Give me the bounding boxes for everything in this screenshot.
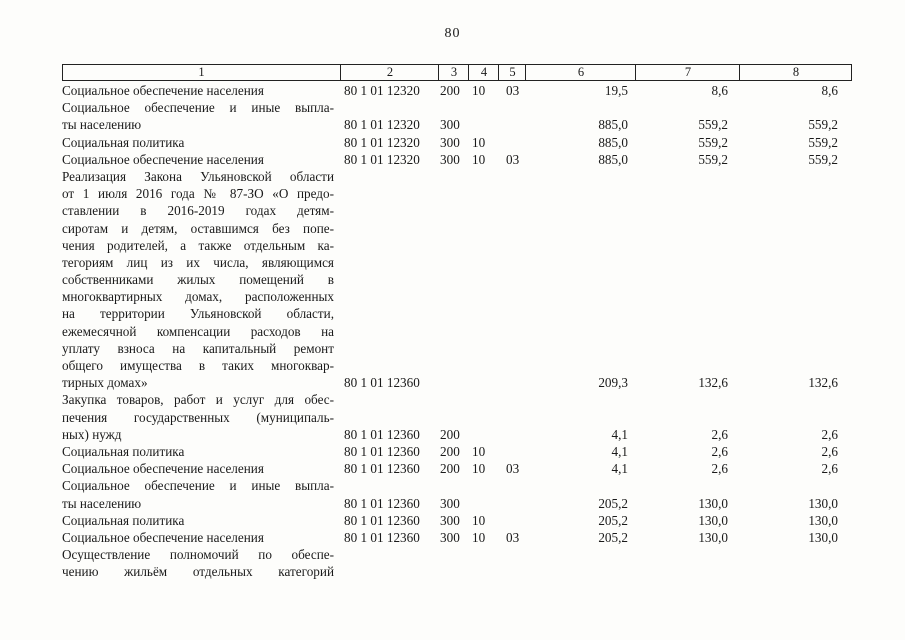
expense-type-code: 300 (440, 512, 460, 528)
section-code: 10 (472, 443, 486, 459)
amount-col-6: 885,0 (598, 151, 628, 167)
amount-col-7: 132,6 (698, 375, 728, 391)
target-article-code: 80 1 01 12360 (344, 529, 420, 545)
amount-col-7: 559,2 (698, 151, 728, 167)
target-article-code: 80 1 01 12360 (344, 426, 420, 442)
page-number: 80 (444, 26, 461, 41)
expense-type-code: 200 (440, 83, 460, 98)
table-row (0, 151, 905, 168)
target-article-code: 80 1 01 12360 (344, 512, 420, 528)
row-name: общего имущества в таких многоквар- (62, 358, 334, 373)
amount-col-8: 130,0 (808, 512, 838, 528)
table-row (0, 220, 905, 237)
amount-col-6: 19,5 (604, 83, 628, 98)
row-name: собственниками жилых помещений в (62, 272, 334, 288)
header-col-7: 7 (635, 65, 740, 80)
section-code: 10 (472, 83, 486, 98)
target-article-code: 80 1 01 12320 (344, 117, 420, 133)
row-name: Социальное обеспечение населения (62, 151, 264, 167)
row-name: чения родителей, а также отдельным ка- (62, 237, 334, 253)
row-name: Социальное обеспечение и иные выпла- (62, 478, 334, 494)
amount-col-6: 205,2 (598, 529, 628, 545)
amount-col-6: 4,1 (611, 443, 628, 459)
table-row (0, 495, 905, 512)
amount-col-8: 132,6 (808, 375, 838, 391)
amount-col-8: 2,6 (821, 461, 838, 477)
table-row (0, 443, 905, 460)
row-name: Социальное обеспечение населения (62, 461, 264, 477)
row-name: Социальное обеспечение населения (62, 83, 264, 98)
row-name: от 1 июля 2016 года № 87-ЗО «О предо- (62, 186, 334, 202)
amount-col-7: 2,6 (711, 426, 728, 442)
row-name: Реализация Закона Ульяновской области (62, 168, 334, 184)
table-body (0, 82, 905, 580)
expense-type-code: 300 (440, 495, 460, 511)
target-article-code: 80 1 01 12360 (344, 375, 420, 391)
expense-type-code: 300 (440, 151, 460, 167)
row-name: Осуществление полномочий по обеспе- (62, 547, 334, 563)
table-row (0, 305, 905, 322)
table-row (0, 529, 905, 546)
amount-col-8: 130,0 (808, 495, 838, 511)
header-col-2: 2 (340, 65, 439, 80)
row-name: тирных домах» (62, 375, 148, 391)
amount-col-8: 559,2 (808, 151, 838, 167)
section-code: 10 (472, 512, 486, 528)
header-col-4: 4 (468, 65, 499, 80)
subsection-code: 03 (506, 529, 520, 545)
header-col-3: 3 (438, 65, 469, 80)
expense-type-code: 200 (440, 443, 460, 459)
amount-col-6: 4,1 (611, 461, 628, 477)
table-row (0, 254, 905, 271)
expense-type-code: 300 (440, 134, 460, 150)
amount-col-7: 559,2 (698, 134, 728, 150)
row-name: чению жильём отдельных категорий (62, 564, 334, 580)
row-name: Закупка товаров, работ и услуг для обес- (62, 392, 334, 408)
table-row (0, 340, 905, 357)
row-name: ставлении в 2016-2019 годах детям- (62, 203, 334, 219)
amount-col-6: 209,3 (598, 375, 628, 391)
table-row (0, 426, 905, 443)
table-row (0, 323, 905, 340)
amount-col-8: 559,2 (808, 117, 838, 133)
table-row (0, 82, 905, 99)
target-article-code: 80 1 01 12320 (344, 134, 420, 150)
target-article-code: 80 1 01 12360 (344, 443, 420, 459)
amount-col-6: 205,2 (598, 512, 628, 528)
amount-col-6: 885,0 (598, 117, 628, 133)
row-name: Социальная политика (62, 443, 185, 459)
section-code: 10 (472, 134, 486, 150)
table-row (0, 288, 905, 305)
expense-type-code: 300 (440, 117, 460, 133)
amount-col-6: 885,0 (598, 134, 628, 150)
row-name: многоквартирных домах, расположенных (62, 289, 334, 305)
amount-col-8: 2,6 (821, 426, 838, 442)
amount-col-7: 130,0 (698, 495, 728, 511)
amount-col-7: 8,6 (711, 83, 728, 98)
row-name: тегориям лиц из их числа, являющимся (62, 254, 334, 270)
row-name: ных) нужд (62, 426, 122, 442)
table-row (0, 460, 905, 477)
header-col-8: 8 (739, 65, 852, 80)
table-row (0, 512, 905, 529)
expense-type-code: 200 (440, 426, 460, 442)
row-name: на территории Ульяновской области, (62, 306, 334, 322)
table-row (0, 116, 905, 133)
table-row (0, 477, 905, 494)
row-name: печения государственных (муниципаль- (62, 409, 334, 425)
table-row (0, 374, 905, 391)
row-name: Социальное обеспечение населения (62, 529, 264, 545)
target-article-code: 80 1 01 12320 (344, 151, 420, 167)
table-row (0, 99, 905, 116)
table-header-row (62, 64, 852, 81)
subsection-code: 03 (506, 461, 520, 477)
header-col-1: 1 (198, 65, 205, 79)
amount-col-8: 559,2 (808, 134, 838, 150)
header-col-5: 5 (498, 65, 526, 80)
amount-col-8: 130,0 (808, 529, 838, 545)
table-row (0, 271, 905, 288)
amount-col-8: 8,6 (821, 83, 838, 98)
target-article-code: 80 1 01 12360 (344, 461, 420, 477)
target-article-code: 80 1 01 12360 (344, 495, 420, 511)
table-row (0, 202, 905, 219)
table-row (0, 563, 905, 580)
subsection-code: 03 (506, 83, 520, 98)
table-row (0, 357, 905, 374)
row-name: уплату взноса на капитальный ремонт (62, 340, 334, 356)
target-article-code: 80 1 01 12320 (344, 83, 420, 98)
row-name: ты населению (62, 117, 142, 133)
expense-type-code: 200 (440, 461, 460, 477)
expense-type-code: 300 (440, 529, 460, 545)
table-row (0, 134, 905, 151)
amount-col-7: 559,2 (698, 117, 728, 133)
row-name: Социальная политика (62, 134, 185, 150)
amount-col-7: 130,0 (698, 512, 728, 528)
table-row (0, 185, 905, 202)
section-code: 10 (472, 529, 486, 545)
table-row (0, 168, 905, 185)
section-code: 10 (472, 151, 486, 167)
table-row (0, 409, 905, 426)
row-name: сиротам и детям, оставшимся без попе- (62, 220, 334, 236)
amount-col-6: 4,1 (611, 426, 628, 442)
row-name: Социальное обеспечение и иные выпла- (62, 100, 334, 116)
table-row (0, 391, 905, 408)
amount-col-7: 2,6 (711, 461, 728, 477)
amount-col-7: 130,0 (698, 529, 728, 545)
amount-col-6: 205,2 (598, 495, 628, 511)
section-code: 10 (472, 461, 486, 477)
row-name: ты населению (62, 495, 142, 511)
amount-col-7: 2,6 (711, 443, 728, 459)
row-name: Социальная политика (62, 512, 185, 528)
row-name: ежемесячной компенсации расходов на (62, 323, 334, 339)
header-col-6: 6 (525, 65, 636, 80)
table-row (0, 237, 905, 254)
table-row (0, 546, 905, 563)
subsection-code: 03 (506, 151, 520, 167)
amount-col-8: 2,6 (821, 443, 838, 459)
